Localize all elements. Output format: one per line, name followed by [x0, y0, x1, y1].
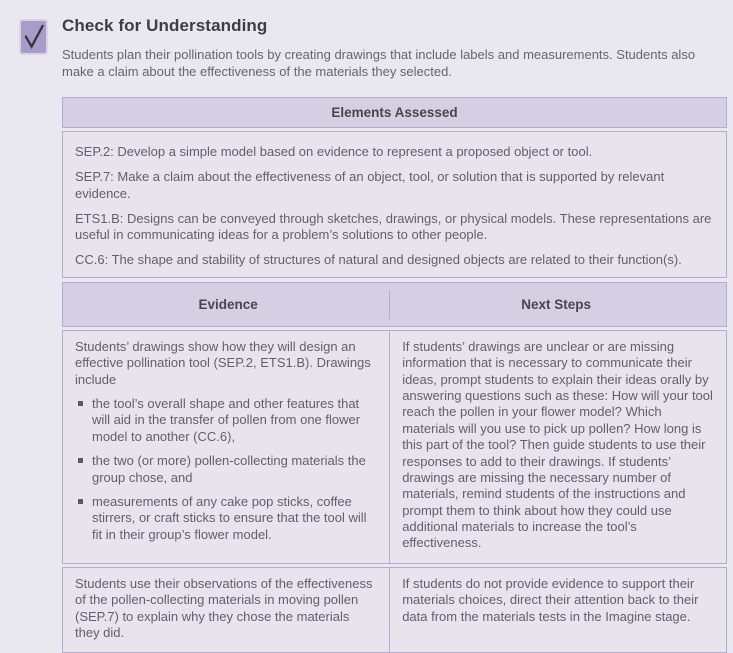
next-steps-row1-text: If students’ drawings are unclear or are missing information that is necessary to communicate their ideas, prompt students to explain their ideas orally by answering questions such as these: How will your tool reach the pollen in your flower model? Which materials will you use to pick up pollen? How long is this part of the tool? Then guide students to use their responses to add to their drawings. If students’ drawings are missing the necessary number of materials, remind students of the instructions and prompt them to think about how they could use additional materials to increase the tool’s effectiveness.: [402, 338, 713, 551]
evidence-column-header: Evidence: [67, 290, 390, 319]
evidence-cell-row1: [63, 331, 390, 563]
next-steps-cell-row1: [390, 331, 726, 563]
square-bullet-icon: [78, 458, 83, 463]
square-bullet-icon: [78, 401, 83, 406]
element-item-sep7: SEP.7: Make a claim about the effectiveness of an object, tool, or solution that is supported by relevant evidence.: [75, 169, 665, 201]
elements-assessed-header: [62, 97, 727, 128]
element-item-sep2: SEP.2: Develop a simple model based on evidence to represent a proposed object or tool.: [75, 144, 593, 160]
checkmark-icon: [19, 19, 48, 55]
next-steps-cell-row2: [390, 568, 726, 653]
table-row-1: [62, 330, 727, 564]
evidence-intro: Students’ drawings show how they will design an effective pollination tool (SEP.2, ETS1.B). Drawings include: [75, 338, 371, 387]
evidence-row2-text: Students use their observations of the effectiveness of the pollen-collecting materials in moving pollen (SEP.7) to explain why they chose the materials they did.: [75, 575, 373, 640]
elements-assessed-body: [62, 131, 727, 278]
evidence-bullet-2-text: the two (or more) pollen-collecting materials the group chose, and: [92, 453, 366, 485]
checkmark-glyph: [22, 23, 45, 51]
evidence-bullet-1-text: the tool’s overall shape and other features that will aid in the transfer of pollen from one flower model to another (CC.6),: [92, 396, 361, 444]
next-steps-row2-text: If students do not provide evidence to support their materials choices, direct their attention back to their data from the materials tests in the Imagine stage.: [402, 575, 699, 624]
page-header: [0, 0, 733, 80]
evidence-bullet-3-text: measurements of any cake pop sticks, coffee stirrers, or craft sticks to ensure that the tool will fit in their group’s flower model.: [92, 493, 367, 542]
elements-assessed-title: Elements Assessed: [331, 105, 458, 121]
page-title: Check for Understanding: [62, 16, 268, 35]
next-steps-column-header: Next Steps: [521, 296, 591, 312]
evidence-next-steps-table: [62, 282, 727, 653]
assessment-section: [62, 97, 727, 653]
element-item-ets1b: ETS1.B: Designs can be conveyed through sketches, drawings, or physical models. These representations are useful in communicating ideas for a problem’s solutions to other people.: [75, 210, 712, 242]
element-item-cc6: CC.6: The shape and stability of structures of natural and designed objects are related to their function(s).: [75, 251, 682, 267]
table-row-2: [62, 567, 727, 653]
evidence-bullet-1: [75, 396, 377, 445]
evidence-next-steps-header-row: [62, 282, 727, 327]
evidence-bullet-2: [75, 453, 377, 486]
evidence-cell-row2: [63, 568, 390, 653]
square-bullet-icon: [78, 499, 83, 504]
evidence-bullet-3: [75, 494, 377, 543]
intro-text: Students plan their pollination tools by creating drawings that include labels and measurements. Students also make a claim about the effectiveness of the materials they selected.: [62, 47, 696, 80]
elements-assessed-table: [62, 97, 727, 278]
header-text: [62, 14, 714, 80]
